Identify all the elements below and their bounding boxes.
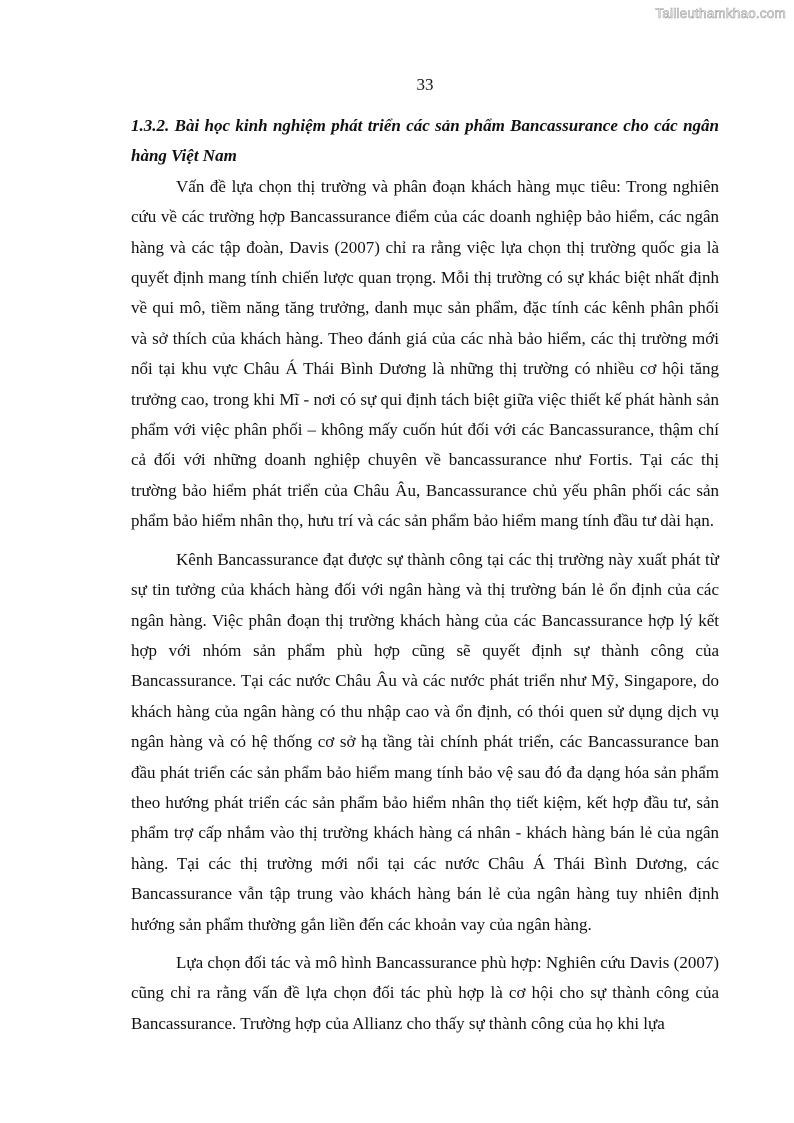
document-body (131, 111, 719, 1039)
watermark: Tailieuthamkhao.com (655, 6, 786, 21)
paragraph-market-selection: Vấn đề lựa chọn thị trường và phân đoạn khách hàng mục tiêu: Trong nghiên cứu về các trường hợp Bancassurance điểm của các doanh nghiệp bảo hiểm, các ngân hàng và các tập đoàn, Davis (2007) chỉ ra rằng việc lựa chọn thị trường quốc gia là quyết định mang tính chiến lược quan trọng. Mỗi thị trường có sự khác biệt nhất định về qui mô, tiềm năng tăng trưởng, danh mục sản phẩm, đặc tính các kênh phân phối và sở thích của khách hàng. Theo đánh giá của các nhà bảo hiểm, các thị trường mới nổi tại khu vực Châu Á Thái Bình Dương là những thị trường có nhiều cơ hội tăng trưởng cao, trong khi Mĩ - nơi có sự qui định tách biệt giữa việc thiết kế phát hành sản phẩm với việc phân phối – không mấy cuốn hút đối với các Bancassurance, thậm chí cả đối với những doanh nghiệp chuyên về bancassurance như Fortis. Tại các thị trường bảo hiểm phát triển của Châu Âu, Bancassurance chủ yếu phân phối các sản phẩm bảo hiểm nhân thọ, hưu trí và các sản phẩm bảo hiểm mang tính đầu tư dài hạn. (131, 176, 719, 531)
section-heading: 1.3.2. Bài học kinh nghiệm phát triển các sản phẩm Bancassurance cho các ngân hàng Việt Nam (131, 116, 719, 166)
paragraph-partner-selection: Lựa chọn đối tác và mô hình Bancassurance phù hợp: Nghiên cứu Davis (2007) cũng chỉ ra rằng vấn đề lựa chọn đối tác phù hợp là cơ hội cho sự thành công của Bancassurance. Trường hợp của Allianz cho thấy sự thành công của họ khi lựa (131, 952, 719, 1033)
page-number: 33 (416, 75, 434, 94)
paragraph-bancassurance-channel: Kênh Bancassurance đạt được sự thành công tại các thị trường này xuất phát từ sự tin tưởng của khách hàng đối với ngân hàng và thị trường bán lẻ ổn định của các ngân hàng. Việc phân đoạn thị trường khách hàng của các Bancassurance hợp lý kết hợp với nhóm sản phẩm phù hợp cũng sẽ quyết định sự thành công của Bancassurance. Tại các nước Châu Âu và các nước phát triển như Mỹ, Singapore, do khách hàng của ngân hàng có thu nhập cao và ổn định, có thói quen sử dụng dịch vụ ngân hàng và có hệ thống cơ sở hạ tầng tài chính phát triển, các Bancassurance ban đầu phát triển các sản phẩm bảo hiểm mang tính bảo vệ sau đó đa dạng hóa sản phẩm theo hướng phát triển các sản phẩm bảo hiểm nhân thọ tiết kiệm, kết hợp đầu tư, sản phẩm trợ cấp nhắm vào thị trường khách hàng cá nhân - khách hàng bán lẻ của ngân hàng. Tại các thị trường mới nổi tại các nước Châu Á Thái Bình Dương, các Bancassurance vẫn tập trung vào khách hàng bán lẻ của ngân hàng tuy nhiên định hướng sản phẩm thường gắn liền đến các khoản vay của ngân hàng. (131, 549, 719, 934)
